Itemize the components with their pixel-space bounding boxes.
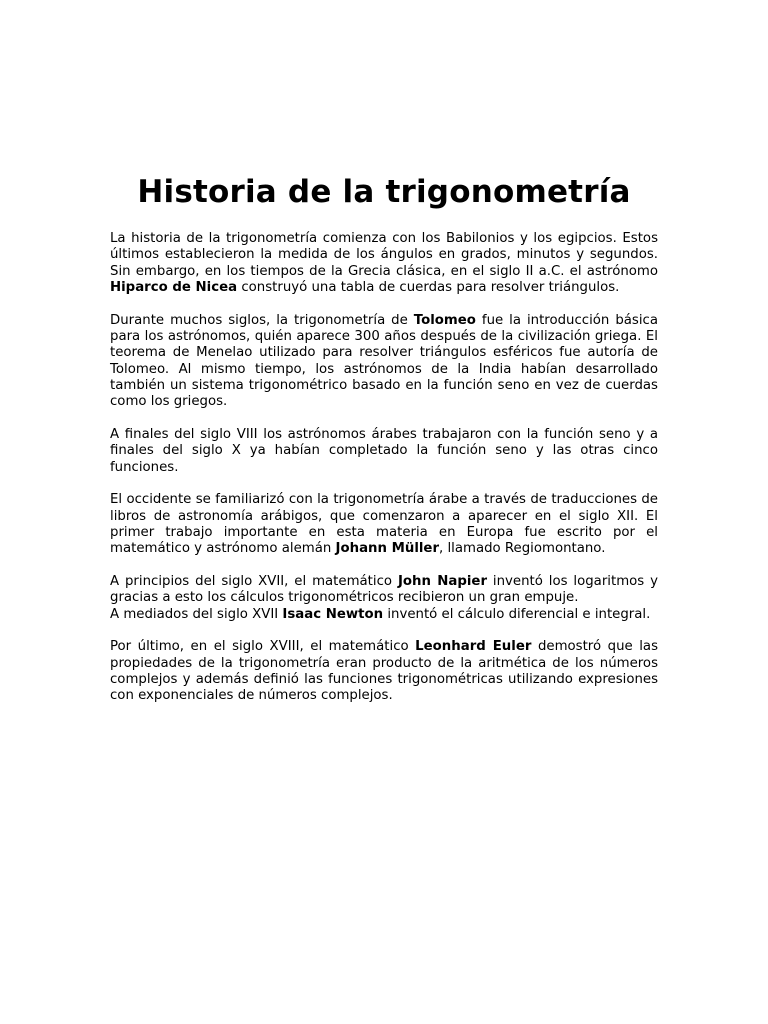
name-johann-muller: Johann Müller	[335, 541, 440, 557]
name-isaac-newton: Isaac Newton	[282, 606, 384, 622]
paragraph-newton	[110, 607, 658, 623]
paragraph-text: A mediados del siglo XVII	[110, 606, 283, 622]
paragraph-origins	[110, 231, 658, 296]
paragraph-text: Por último, en el siglo XVIII, el matemático	[110, 639, 416, 655]
paragraph-text: construyó una tabla de cuerdas para resolver triángulos.	[237, 279, 620, 295]
name-hiparco-de-nicea: Hiparco de Nicea	[110, 279, 238, 295]
paragraph-text: La historia de la trigonometría comienza con los Babilonios y los egipcios. Estos últimos establecieron la medida de los ángulos en grados, minutos y segundos. Sin embargo, en los tiempos de la Grecia clásica, en el siglo II a.C. el astrónomo	[110, 231, 658, 279]
paragraph-napier	[110, 574, 658, 607]
paragraph-tolomeo	[110, 313, 658, 411]
paragraph-text: El occidente se familiarizó con la trigonometría árabe a través de traducciones de libros de astronomía arábigos, que comenzaron a aparecer en el siglo XII. El primer trabajo importante en esta materia en Europa fue escrito por el matemático y astrónomo alemán	[110, 492, 658, 557]
document-page	[110, 172, 658, 721]
paragraph-text: inventó los logaritmos y gracias a esto los cálculos trigonométricos recibieron un gran empuje.	[110, 574, 658, 606]
paragraph-text: inventó el cálculo diferencial e integral.	[383, 606, 651, 622]
paragraph-text: fue la introducción básica para los astrónomos, quién aparece 300 años después de la civilización griega. El teorema de Menelao utilizado para resolver triángulos esféricos fue autoría de Tolomeo. Al mismo tiempo, los astrónomos de la India habían desarrollado también un sistema trigonométrico basado en la función seno en vez de cuerdas como los griegos.	[110, 312, 658, 410]
paragraph-west	[110, 492, 658, 557]
paragraph-text: , llamado Regiomontano.	[439, 541, 606, 557]
name-leonhard-euler: Leonhard Euler	[415, 639, 532, 655]
document-title: Historia de la trigonometría	[137, 174, 631, 210]
paragraph-text: A finales del siglo VIII los astrónomos árabes trabajaron con la función seno y a finales del siglo X ya habían completado la función seno y las otras cinco funciones.	[110, 426, 658, 475]
name-john-napier: John Napier	[397, 574, 488, 590]
paragraph-text: demostró que las propiedades de la trigonometría eran producto de la aritmética de los números complejos y además definió las funciones trigonométricas utilizando expresiones con exponenciales de números complejos.	[110, 639, 658, 704]
paragraph-text: Durante muchos siglos, la trigonometría de	[110, 312, 414, 328]
paragraph-euler	[110, 639, 658, 704]
name-tolomeo: Tolomeo	[413, 312, 476, 328]
paragraph-arab-astronomers	[110, 427, 658, 476]
paragraph-text: A principios del siglo XVII, el matemático	[110, 574, 398, 590]
